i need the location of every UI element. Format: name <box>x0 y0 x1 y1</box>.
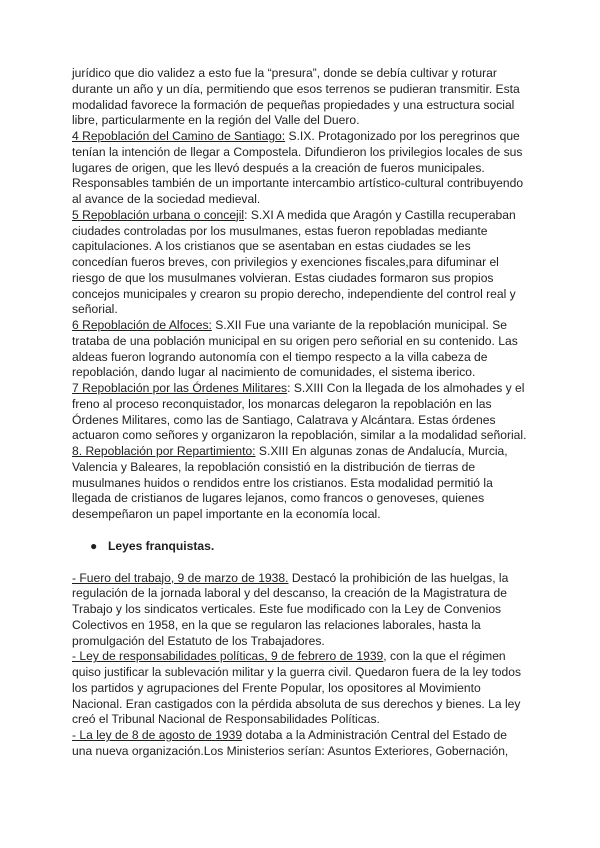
ley-responsabilidades-politicas <box>72 649 528 728</box>
repoblacion-heading: 5 Repoblación urbana o concejil <box>72 207 245 222</box>
ley-heading: - La ley de 8 de agosto de 1939 <box>72 728 243 742</box>
spacer <box>72 555 528 571</box>
document-page <box>72 66 528 760</box>
repoblacion-heading: 8. Repoblación por Repartimiento: <box>72 444 256 458</box>
repoblacion-ordenes-militares <box>72 381 528 444</box>
spacer <box>72 523 528 539</box>
repoblacion-text: S.IX. Protagonizado por los peregrinos que tenían la intención de llegar a Compostela. Difundieron los privilegios locales de sus lugares de origen, que les llevó después a la creación de fueros municipales. Responsables también de un importante intercambio artístico-cultural contribuyendo al avance de la sociedad medieval. <box>72 129 524 206</box>
repoblacion-heading: 4 Repoblación del Camino de Santiago: <box>72 129 286 143</box>
ley-8-agosto-1939 <box>72 728 528 760</box>
section-heading-text: Leyes franquistas. <box>108 538 215 553</box>
repoblacion-urbana-concejil <box>72 208 528 318</box>
ley-heading: - Fuero del trabajo, 9 de marzo de 1938. <box>72 570 289 585</box>
repoblacion-repartimiento <box>72 444 528 523</box>
ley-text: , con la que el régimen quiso justificar la sublevación militar y la guerra civil. Quedaron fuera de la ley todos los partidos y agrupaciones del Frente Popular, los opositores al Movimiento Nacional. Eran castigados con la pérdida absoluta de sus derechos y bienes. La ley creó el Tribunal Nacional de Responsabilidades Políticas. <box>72 649 522 727</box>
intro-paragraph <box>72 66 528 129</box>
ley-text: Destacó la prohibición de las huelgas, la regulación de la jornada laboral y del descanso, la creación de la Magistratura de Trabajo y los sindicatos verticales. Este fue modificado con la Ley de Convenios Colectivos en 1958, en la que se regularon las relaciones laborales, hasta la promulgación del Estatuto de los Trabajadores. <box>72 570 509 648</box>
repoblacion-alfoces <box>72 318 528 381</box>
ley-text: dotaba a la Administración Central del Estado de una nueva organización.Los Ministerios serían: Asuntos Exteriores, Gobernación, <box>72 728 509 758</box>
repoblacion-camino-santiago <box>72 129 528 208</box>
section-heading-leyes-franquistas <box>72 539 528 555</box>
ley-fuero-trabajo <box>72 571 528 650</box>
repoblacion-text: S.XII Fue una variante de la repoblación municipal. Se trataba de una población municipal en su origen pero señorial en su contenido. Las aldeas fueron logrando autonomía con el tiempo respecto a la villa cabeza de repoblación, dando lugar al nacimiento de comunidades, el sistema iberico. <box>72 318 518 380</box>
intro-text: jurídico que dio validez a esto fue la “presura”, donde se debía cultivar y roturar durante un año y un día, permitiendo que esos terrenos se pudieran transmitir. Esta modalidad favorece la formación de pequeñas propiedades y una estructura social libre, particularmente en la región del Valle del Duero. <box>72 66 520 128</box>
repoblacion-heading: 6 Repoblación de Alfoces: <box>72 318 212 332</box>
repoblacion-text: S.XIII En algunas zonas de Andalucía, Murcia, Valencia y Baleares, la repoblación consistió en la distribución de tierras de musulmanes huidos o rendidos entre los cristianos. Esta modalidad permitió la llegada de cristianos de lugares lejanos, como francos o genoveses, quienes desempeñaron un papel importante en la economía local. <box>72 444 508 521</box>
repoblacion-heading: 7 Repoblación por las Órdenes Militares <box>72 381 288 395</box>
bullet-dot-icon: ● <box>90 538 98 553</box>
repoblacion-text: : S.XIII Con la llegada de los almohades y el freno al proceso reconquistador, los monarcas delegaron la repoblación en las Órdenes Militares, como las de Santiago, Calatrava y Alcántara. Estas órdenes actuaron como señores y organizaron la repoblación, similar a la modalidad señorial. <box>72 381 527 443</box>
ley-heading: - Ley de responsabilidades políticas, 9 de febrero de 1939 <box>72 649 384 664</box>
repoblacion-text: : S.XI A medida que Aragón y Castilla recuperaban ciudades controladas por los musulmanes, estas fueron repobladas mediante capitulaciones. A los cristianos que se asentaban en estas ciudades se les concedían fueros breves, con privilegios y exenciones fiscales,para difuminar el riesgo de que los musulmanes volvieran. Estas ciudades formaron sus propios concejos municipales y crearon su propio derecho, independiente del control real y señorial. <box>72 207 516 317</box>
